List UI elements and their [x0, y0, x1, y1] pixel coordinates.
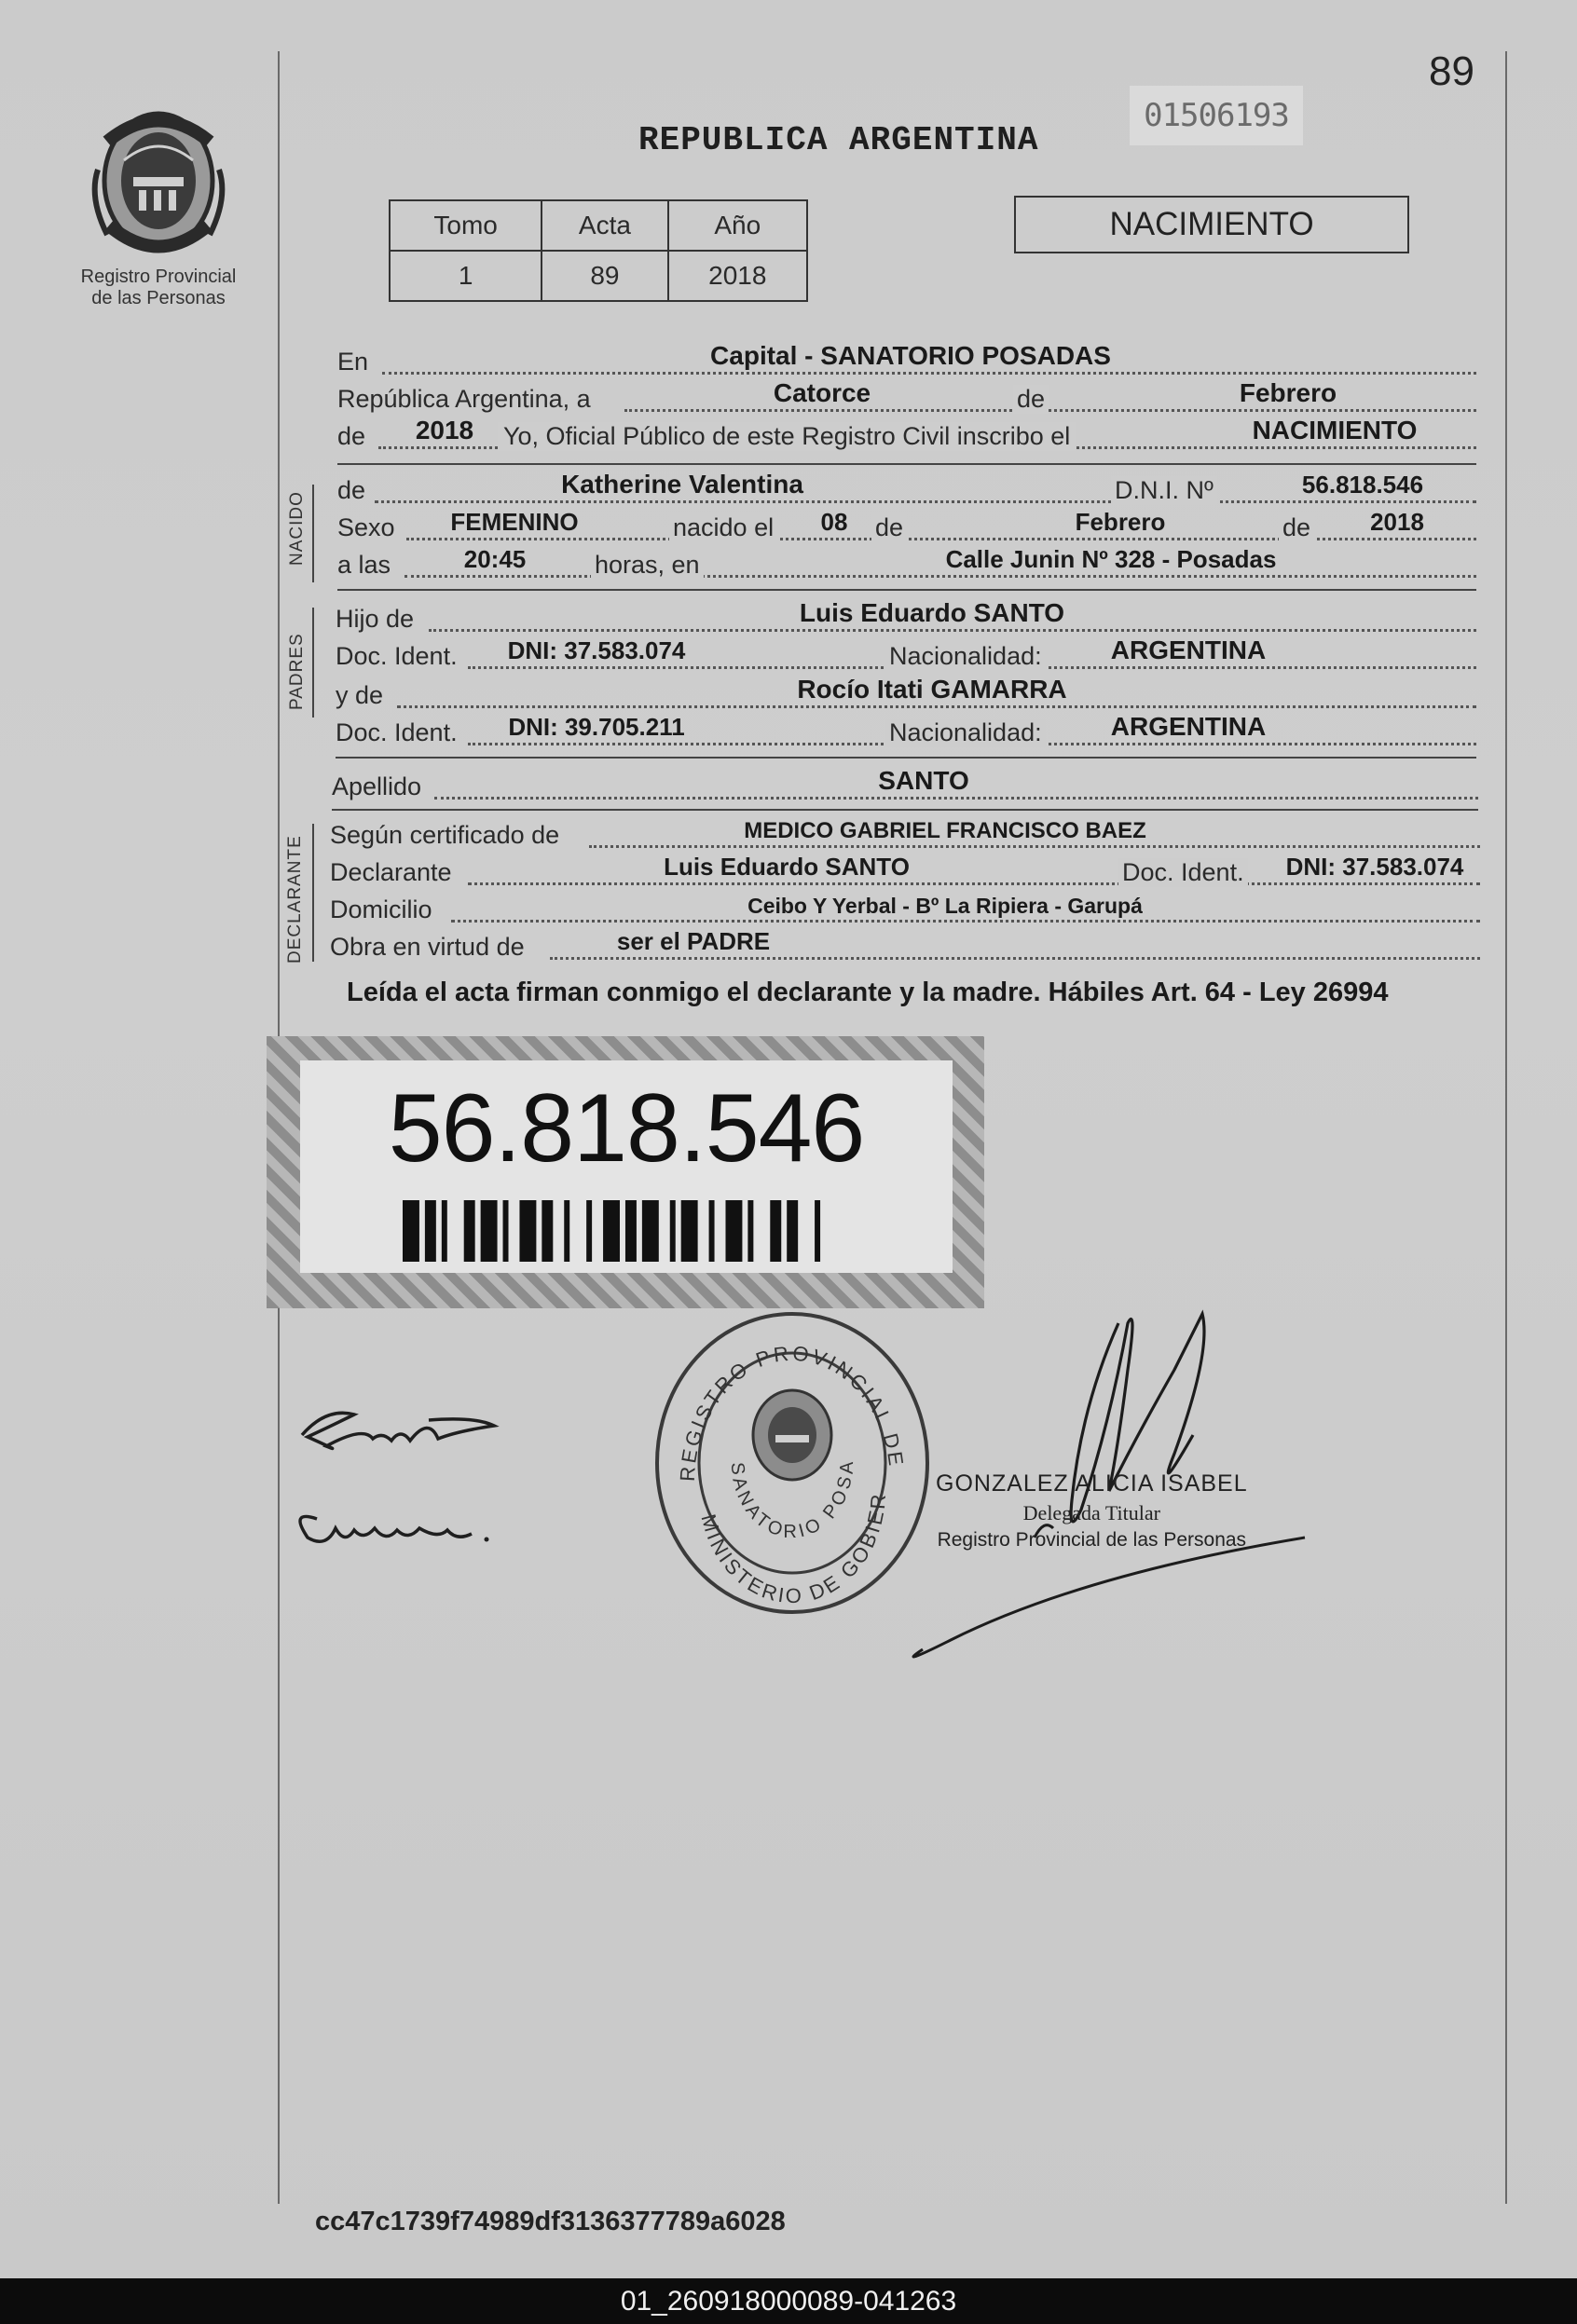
officer-office: Registro Provincial de las Personas — [937, 1529, 1247, 1551]
act-type-box: NACIMIENTO — [1014, 196, 1409, 253]
svg-text:MINISTERIO DE GOBIERNO: MINISTERIO DE GOBIER — [696, 1490, 891, 1608]
section-bar — [312, 485, 314, 582]
label-en: En — [337, 348, 369, 376]
label-de-name: de — [337, 476, 366, 504]
label-nacionalidad: Nacionalidad: — [885, 642, 1046, 671]
row-declarante — [330, 855, 1480, 891]
header-anio: Año — [668, 200, 807, 251]
barcode-bar — [464, 1200, 475, 1262]
stamp-emblem-icon — [753, 1390, 831, 1480]
row-domicilio — [330, 893, 1480, 928]
value-act: NACIMIENTO — [1252, 416, 1418, 444]
label-y-de: y de — [336, 681, 384, 709]
value-apellido: SANTO — [878, 766, 969, 795]
registry-logo — [75, 104, 242, 309]
right-margin-line — [1505, 51, 1507, 2204]
section-divider — [332, 809, 1478, 811]
barcode-bar — [603, 1200, 620, 1262]
label-nacido-el: nacido el — [669, 513, 777, 542]
org-name-line1: Registro Provincial — [80, 267, 237, 287]
row-apellido — [332, 766, 1478, 805]
label-obra-en-virtud: Obra en virtud de — [330, 933, 525, 961]
label-alas: a las — [337, 551, 391, 579]
value-hour: 20:45 — [463, 545, 527, 573]
country-title: REPUBLICA ARGENTINA — [638, 121, 1039, 159]
signatures-declarante-madre — [289, 1388, 531, 1575]
section-bar — [312, 824, 314, 962]
label-horas-en: horas, en — [591, 551, 704, 580]
barcode-icon — [403, 1200, 831, 1262]
officer-block — [936, 1470, 1248, 1552]
label-doc-ident: Doc. Ident. — [336, 718, 458, 746]
value-place-of-registration: Capital - SANATORIO POSADAS — [710, 341, 1111, 370]
row-hour — [337, 545, 1476, 583]
dotted-line — [468, 882, 1480, 885]
label-doc-ident: Doc. Ident. — [1118, 858, 1248, 887]
footer-id-bar: 01_260918000089-041263 — [0, 2278, 1577, 2324]
dotted-line — [434, 797, 1478, 800]
label-nacionalidad: Nacionalidad: — [885, 718, 1046, 747]
value-mother-name: Rocío Itati GAMARRA — [797, 675, 1067, 704]
value-sexo: FEMENINO — [450, 508, 579, 536]
barcode-bar — [642, 1200, 659, 1262]
dotted-line — [429, 629, 1476, 632]
row-date — [337, 378, 1476, 417]
value-birth-month: Febrero — [1075, 508, 1166, 536]
signature-declarante — [302, 1413, 494, 1448]
section-bar — [312, 608, 314, 718]
barcode-bar — [542, 1200, 553, 1262]
label-de-month: de — [1279, 513, 1314, 542]
value-mother-nationality: ARGENTINA — [1110, 712, 1267, 741]
dotted-line — [451, 920, 1480, 923]
value-father-name: Luis Eduardo SANTO — [799, 598, 1065, 627]
misiones-emblem-icon — [89, 104, 228, 263]
value-anio: 2018 — [668, 251, 807, 301]
barcode-bar — [670, 1200, 676, 1262]
barcode-bar — [425, 1200, 436, 1262]
row-en — [337, 341, 1476, 380]
barcode-bar — [442, 1200, 447, 1262]
label-republica: República Argentina, a — [337, 385, 591, 413]
dni-number-large: 56.818.546 — [388, 1074, 865, 1183]
value-father-doc: DNI: 37.583.074 — [507, 636, 686, 664]
row-y-de — [336, 675, 1476, 714]
row-mother-doc — [336, 712, 1476, 751]
label-dni: D.N.I. Nº — [1111, 476, 1217, 505]
value-year: 2018 — [415, 416, 474, 444]
value-declarante-doc: DNI: 37.583.074 — [1285, 853, 1464, 881]
value-child-name: Katherine Valentina — [561, 470, 803, 499]
label-apellido: Apellido — [332, 772, 422, 800]
barcode-bar — [725, 1200, 742, 1262]
section-divider — [337, 589, 1476, 591]
section-label-nacido: NACIDO — [287, 491, 307, 566]
registry-table — [389, 199, 808, 302]
dotted-line — [375, 500, 1476, 503]
svg-text:SANATORIO POSADAS: SANATORIO POSA — [726, 1457, 858, 1543]
barcode-bar — [681, 1200, 698, 1262]
label-de-day: de — [871, 513, 907, 542]
row-father-doc — [336, 636, 1476, 675]
barcode-bar — [403, 1200, 419, 1262]
dni-label — [300, 1060, 953, 1273]
value-day: Catorce — [773, 378, 871, 407]
dotted-line — [405, 575, 1476, 578]
dotted-line — [406, 538, 1476, 540]
signature-madre — [300, 1517, 472, 1542]
label-oficial: Yo, Oficial Público de este Registro Civil inscribo el — [498, 422, 1076, 451]
row-sexo — [337, 508, 1476, 546]
label-de2: de — [337, 422, 366, 450]
section-divider — [337, 463, 1476, 465]
barcode-bar — [625, 1200, 637, 1262]
value-mother-doc: DNI: 39.705.211 — [508, 713, 685, 741]
dotted-line — [589, 845, 1480, 848]
barcode-bar — [815, 1200, 820, 1262]
header-acta: Acta — [542, 200, 667, 251]
value-tomo: 1 — [390, 251, 542, 301]
label-domicilio: Domicilio — [330, 895, 432, 923]
row-certificado — [330, 818, 1480, 854]
value-acta: 89 — [542, 251, 667, 301]
value-obra: ser el PADRE — [616, 927, 771, 955]
header-tomo: Tomo — [390, 200, 542, 251]
barcode-bar — [564, 1200, 569, 1262]
row-name — [337, 470, 1476, 509]
label-doc-ident: Doc. Ident. — [336, 642, 458, 670]
stamp-outer-text: REGISTRO PROVINCIAL DE — [675, 1341, 909, 1483]
barcode-bar — [586, 1200, 592, 1262]
value-child-dni: 56.818.546 — [1301, 471, 1424, 499]
label-de: de — [1013, 385, 1049, 414]
value-birth-place: Calle Junin Nº 328 - Posadas — [945, 545, 1277, 573]
barcode-bar — [481, 1200, 498, 1262]
value-month: Febrero — [1239, 378, 1337, 407]
label-sexo: Sexo — [337, 513, 395, 541]
label-segun-certificado: Según certificado de — [330, 821, 560, 849]
section-label-declarante: DECLARANTE — [285, 835, 305, 964]
barcode-bar — [503, 1200, 509, 1262]
value-domicilio: Ceibo Y Yerbal - Bº La Ripiera - Garupá — [747, 894, 1143, 918]
dotted-line — [382, 372, 1476, 375]
value-certificate: MEDICO GABRIEL FRANCISCO BAEZ — [744, 818, 1146, 843]
barcode-bar — [709, 1200, 715, 1262]
registry-header-row — [390, 200, 807, 251]
barcode-bar — [787, 1200, 798, 1262]
officer-name: GONZALEZ ALICIA ISABEL — [936, 1470, 1248, 1497]
dotted-line — [550, 957, 1480, 960]
section-divider — [336, 757, 1476, 759]
value-birth-year: 2018 — [1370, 508, 1424, 536]
dotted-line — [624, 409, 1476, 412]
dni-label-band — [267, 1036, 984, 1308]
value-father-nationality: ARGENTINA — [1110, 636, 1267, 664]
row-year — [337, 416, 1476, 455]
row-obra — [330, 927, 1480, 965]
row-hijo-de — [336, 598, 1476, 637]
officer-title: Delegada Titular — [1022, 1501, 1160, 1524]
section-label-padres: PADRES — [287, 633, 307, 710]
org-name-line2: de las Personas — [91, 288, 226, 308]
barcode-bar — [747, 1200, 753, 1262]
barcode-bar — [519, 1200, 536, 1262]
barcode-bar — [770, 1200, 781, 1262]
dotted-line — [397, 705, 1476, 708]
registry-value-row — [390, 251, 807, 301]
legal-statement: Leída el acta firman conmigo el declarante y la madre. Hábiles Art. 64 - Ley 26994 — [347, 977, 1389, 1007]
label-hijo-de: Hijo de — [336, 605, 415, 633]
document-hash: cc47c1739f74989df3136377789a6028 — [315, 2207, 786, 2236]
value-declarante-name: Luis Eduardo SANTO — [664, 853, 910, 881]
value-birth-day: 08 — [820, 508, 848, 536]
page-number: 89 — [1429, 48, 1474, 94]
serial-number: 01506193 — [1130, 86, 1303, 145]
label-declarante: Declarante — [330, 858, 452, 886]
